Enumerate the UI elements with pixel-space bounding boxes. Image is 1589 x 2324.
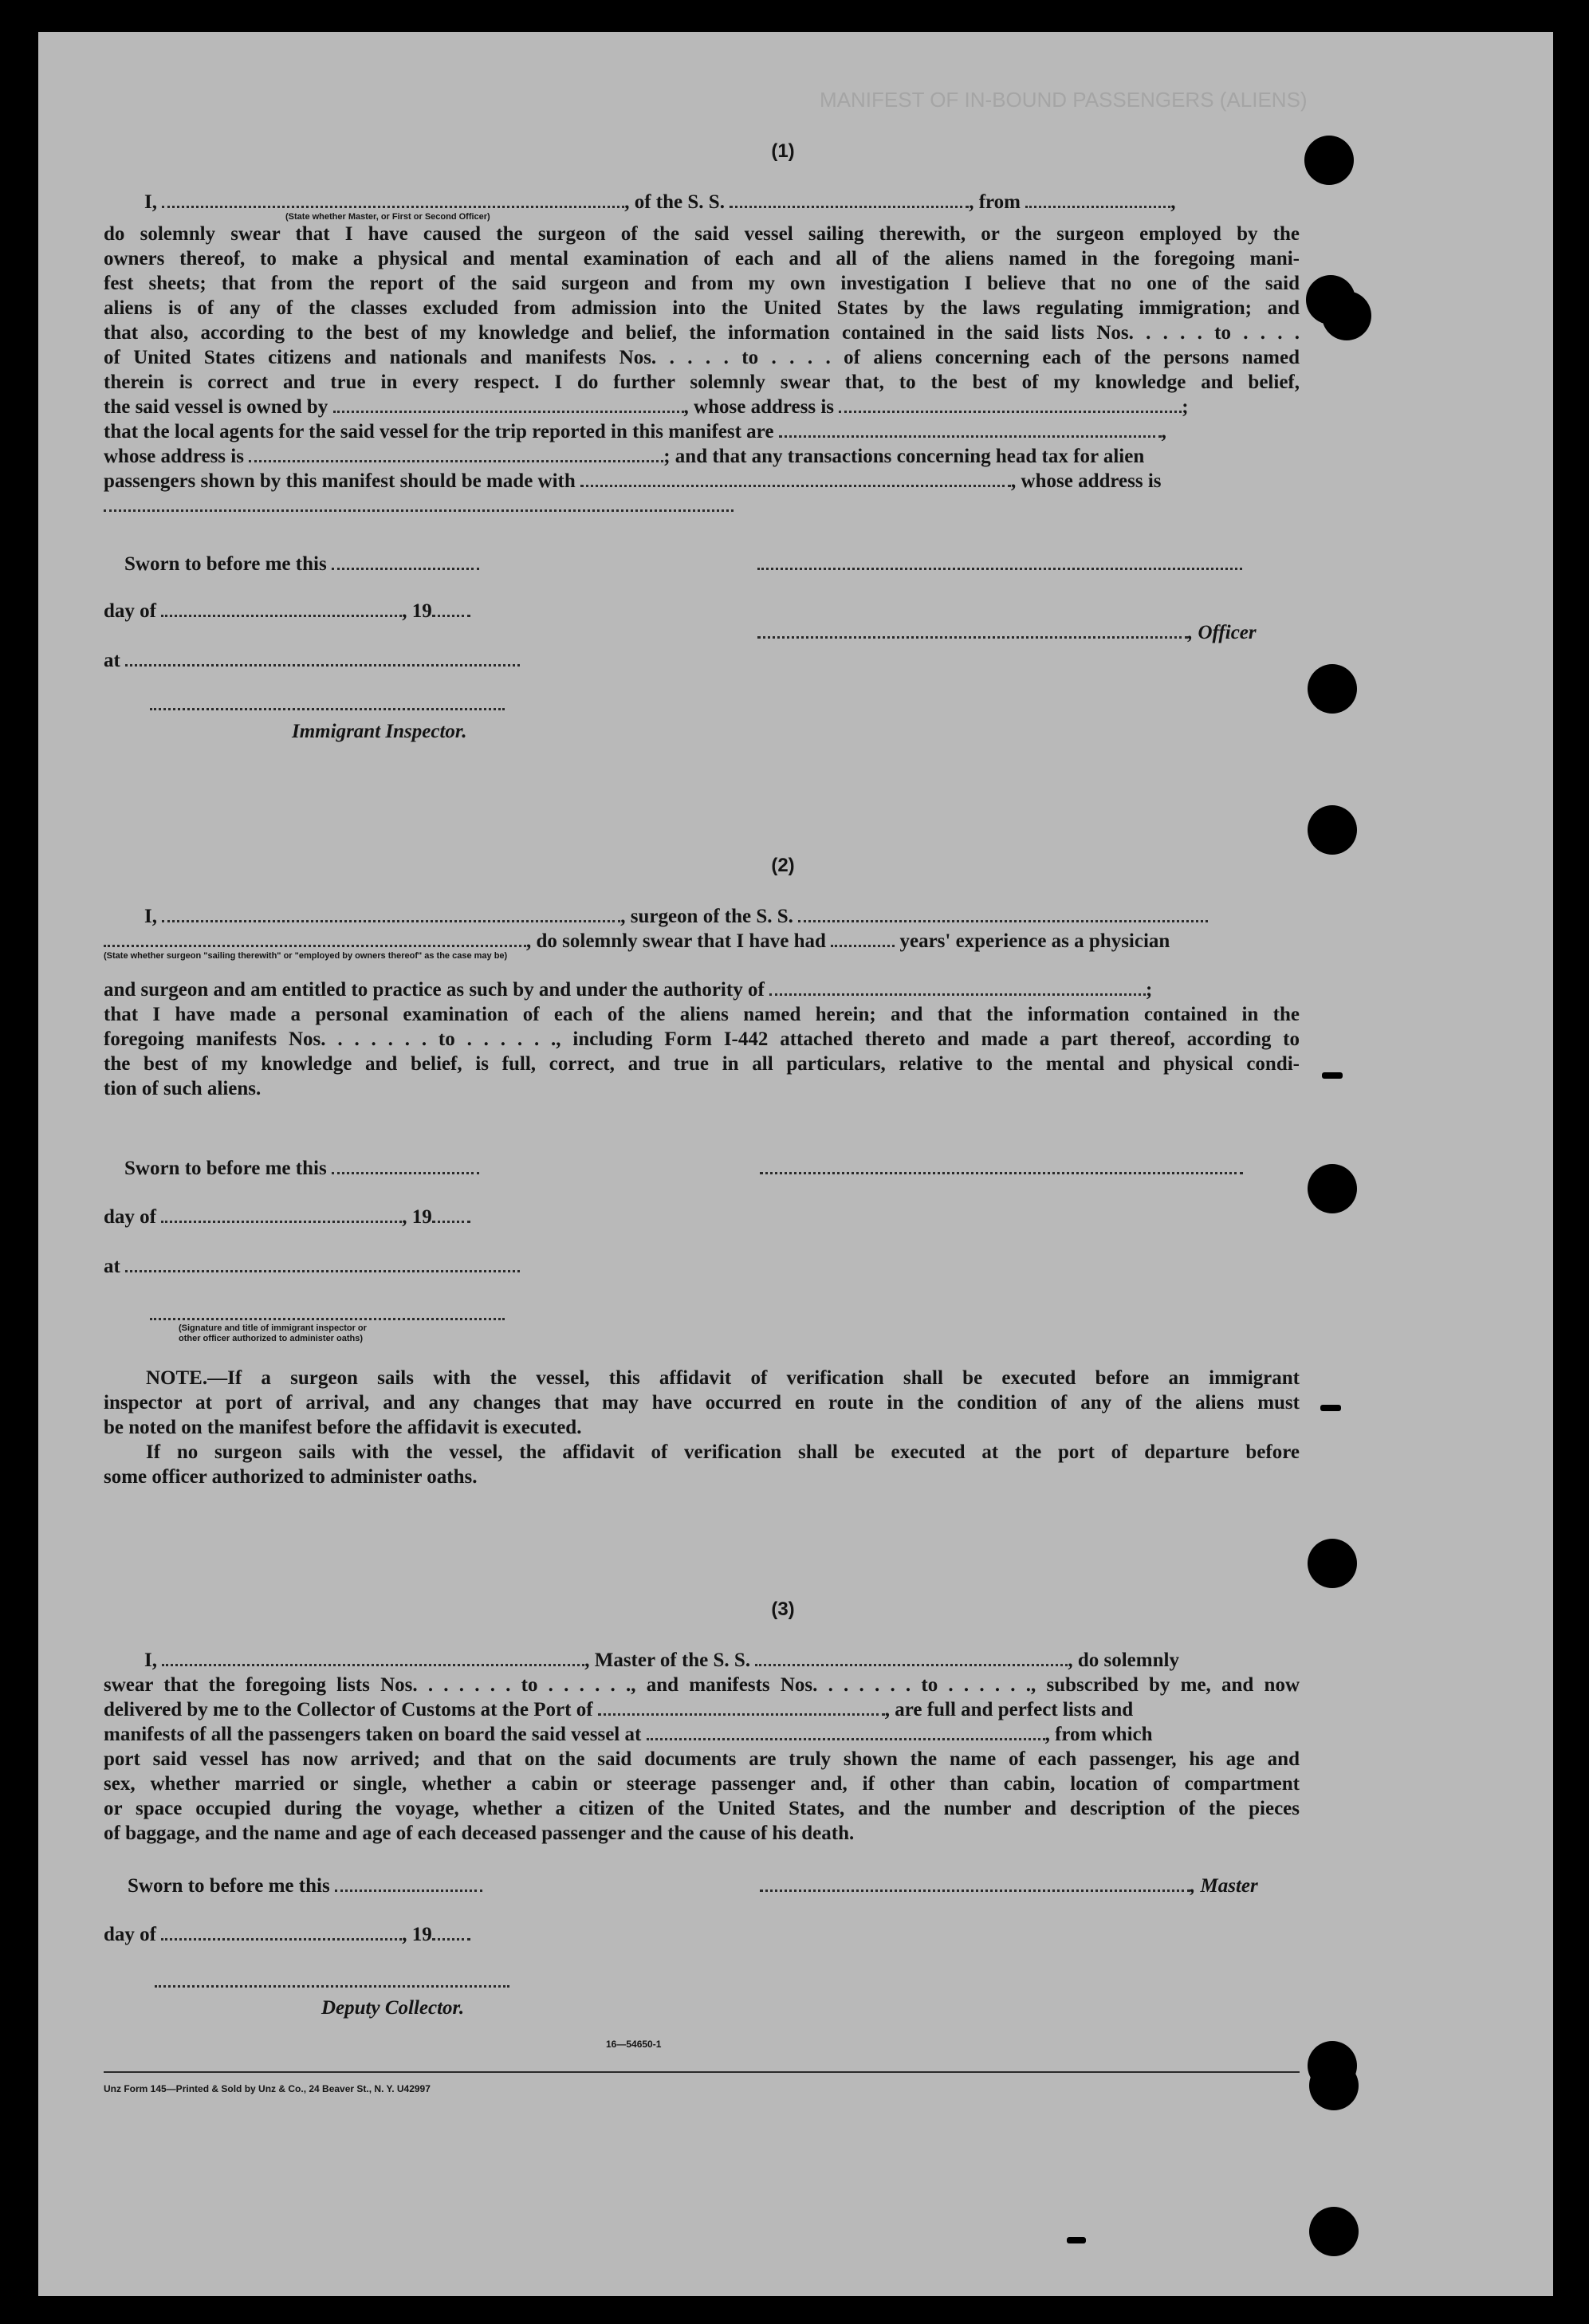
s2-day-of: [104, 1205, 470, 1229]
s1-inspector-label: Immigrant Inspector.: [292, 721, 467, 742]
s3-boarded-label: manifests of all the passengers taken on board the said vessel at: [104, 1724, 642, 1745]
s2-line-last: tion of such aliens.: [104, 1078, 262, 1099]
section-3-number: (3): [771, 1598, 795, 1620]
s1-passengers-label: passengers shown by this manifest should be made with: [104, 470, 576, 492]
s2-ship-blank[interactable]: [798, 906, 1208, 922]
s3-day-blank[interactable]: [161, 1924, 402, 1941]
s2-line: that I have made a personal examination of each of the aliens named herein; and that the information contained in the: [104, 1004, 1300, 1025]
s1-passengers: [104, 469, 1162, 494]
s2-line2: [104, 929, 1170, 954]
s1-head-tax-agent-blank[interactable]: [580, 470, 1011, 487]
footer-rule: [104, 2071, 1300, 2073]
section-1-number: (1): [771, 140, 795, 162]
bleed-through-text: MANIFEST OF IN-BOUND PASSENGERS (ALIENS): [820, 88, 1308, 112]
s3-solemnly-label: , do solemnly: [1068, 1650, 1179, 1671]
s2-sworn-label: Sworn to before me this: [124, 1158, 327, 1179]
s1-ship-blank[interactable]: [730, 191, 969, 208]
s3-master-signature-blank[interactable]: [760, 1875, 1190, 1892]
s1-owned-by-label: the said vessel is owned by: [104, 396, 328, 418]
binder-hole: [1308, 664, 1357, 714]
s1-from: , from: [969, 191, 1021, 213]
s2-at-label: at: [104, 1256, 120, 1277]
s2-year-blank[interactable]: [432, 1206, 470, 1223]
s3-line2: swear that the foregoing lists Nos. . . . . . . to . . . . . ., and manifests Nos. . . . . . . to . . . . . ., subscribed by me, and now: [104, 1674, 1300, 1696]
s3-sworn-blank[interactable]: [335, 1875, 482, 1892]
s2-year-label: , 19: [402, 1206, 432, 1228]
s1-address-continuation: [104, 494, 734, 518]
s1-inspector-line: [150, 692, 505, 717]
s1-line: fest sheets; that from the report of the said surgeon and from my own investigation I believe that no one of the said: [104, 273, 1300, 294]
s3-line: sex, whether married or single, whether a cabin or steerage passenger and, if other than cabin, location of compartment: [104, 1773, 1300, 1795]
s3-port-label: delivered by me to the Collector of Customs at the Port of: [104, 1699, 593, 1720]
s1-line: do solemnly swear that I have caused the surgeon of the said vessel sailing therewith, or the surgeon employed by the: [104, 223, 1300, 245]
s1-local-agents-blank[interactable]: [779, 421, 1162, 438]
s3-master-signature-line: [760, 1874, 1258, 1898]
s1-at: [104, 648, 520, 673]
s1-signature-blank[interactable]: [757, 553, 1242, 570]
s3-deputy-line: [155, 1969, 509, 1994]
binder-hole: [1309, 2207, 1359, 2256]
s2-line: foregoing manifests Nos. . . . . . . to . . . . . ., including Form I-442 attached thereto and made a part thereof, according to: [104, 1028, 1300, 1050]
s2-caption-signature-1: (Signature and title of immigrant inspector or: [179, 1323, 367, 1333]
s2-years-blank[interactable]: [831, 930, 895, 947]
s1-sworn-blank[interactable]: [332, 553, 479, 570]
s1-line: of United States citizens and nationals and manifests Nos. . . . . to . . . . of aliens concerning each of the persons named: [104, 347, 1300, 368]
s1-master-blank[interactable]: [162, 191, 624, 208]
form-code: 16—54650-1: [606, 2039, 662, 2050]
s3-deputy-blank[interactable]: [155, 1971, 509, 1988]
s2-authority-label: and surgeon and am entitled to practice as such by and under the authority of: [104, 979, 765, 1001]
s3-line-last: of baggage, and the name and age of each deceased passenger and the cause of his death.: [104, 1823, 855, 1844]
s2-note2-last: some officer authorized to administer oaths.: [104, 1466, 478, 1488]
s1-agent-address-blank[interactable]: [249, 446, 663, 462]
s3-deputy-label: Deputy Collector.: [321, 1997, 465, 2019]
s2-i: I,: [144, 906, 157, 927]
s1-from-blank[interactable]: [1025, 191, 1170, 208]
s1-ss: , of the S. S.: [624, 191, 725, 213]
s1-line: that also, according to the best of my knowledge and belief, the information contained in the said lists Nos. . . . . to . . . .: [104, 322, 1300, 344]
s2-note-last: be noted on the manifest before the affidavit is executed.: [104, 1417, 582, 1438]
s1-whose-address-label: whose address is: [104, 446, 244, 467]
s3-ship-blank[interactable]: [755, 1650, 1068, 1666]
s1-day-blank[interactable]: [161, 600, 402, 617]
s3-master-signature-label: , Master: [1190, 1875, 1258, 1897]
s2-note-line: inspector at port of arrival, and any changes that may have occurred en route in the condition of any of the aliens must: [104, 1392, 1300, 1414]
s2-at-blank[interactable]: [125, 1256, 520, 1272]
s1-day-of-label: day of: [104, 600, 156, 622]
binder-hole: [1322, 291, 1371, 340]
s3-master-blank[interactable]: [162, 1650, 584, 1666]
s1-whose-address: [104, 444, 1144, 469]
s1-i: I,: [144, 191, 157, 213]
s1-year-blank[interactable]: [432, 600, 470, 617]
s1-line: owners thereof, to make a physical and mental examination of each and all of the aliens named in the foregoing mani-: [104, 248, 1300, 269]
s1-line: aliens is of any of the classes excluded from admission into the United States by the laws regulating immigration; and: [104, 297, 1300, 319]
s2-note-line: NOTE.—If a surgeon sails with the vessel, this affidavit of verification shall be executed before an immigrant: [146, 1367, 1300, 1389]
s3-day-of: [104, 1922, 470, 1947]
s3-port-blank[interactable]: [598, 1699, 885, 1716]
s2-sailing-blank[interactable]: [104, 930, 526, 947]
s1-line: therein is correct and true in every respect. I do further solemnly swear that, to the best of my knowledge and belief,: [104, 372, 1300, 393]
s3-sworn-label: Sworn to before me this: [128, 1875, 330, 1897]
s3-line3: [104, 1697, 1133, 1722]
s1-day-of: [104, 599, 470, 623]
s1-at-label: at: [104, 650, 120, 671]
binder-hole: [1308, 805, 1357, 855]
s3-from-which-label: , from which: [1044, 1724, 1153, 1745]
s3-line: or space occupied during the voyage, whether a citizen of the United States, and the number and description of the pieces: [104, 1798, 1300, 1819]
s2-years-label: years' experience as a physician: [899, 930, 1170, 952]
s2-note2-line: If no surgeon sails with the vessel, the affidavit of verification shall be executed at the port of departure before: [146, 1441, 1300, 1463]
s2-swear-label: , do solemnly swear that I have had: [526, 930, 826, 952]
s2-caption-surgeon: (State whether surgeon "sailing therewith" or "employed by owners thereof" as the case may be): [104, 951, 508, 961]
s2-line3: and surgeon and am entitled to practice as such by and under the authority of ;: [104, 979, 1153, 1001]
s3-year-label: , 19: [402, 1924, 432, 1945]
s1-local-agents-label: that the local agents for the said vessel for the trip reported in this manifest are: [104, 421, 774, 442]
s1-signature-line: [757, 552, 1242, 576]
s1-officer-blank[interactable]: [757, 622, 1188, 639]
s3-boarded-blank[interactable]: [647, 1724, 1045, 1740]
s1-officer-label: , Officer: [1188, 622, 1257, 643]
s2-day-blank[interactable]: [161, 1206, 402, 1223]
s2-line: the best of my knowledge and belief, is full, correct, and true in all particulars, relative to the mental and physical condi-: [104, 1053, 1300, 1075]
s3-line: port said vessel has now arrived; and that on the said documents are truly shown the name of each passenger, his age and: [104, 1748, 1300, 1770]
s1-sworn: [124, 552, 479, 576]
s3-year-blank[interactable]: [432, 1924, 470, 1941]
printer-footer: Unz Form 145—Printed & Sold by Unz & Co., 24 Beaver St., N. Y. U42997: [104, 2083, 431, 2094]
s1-passengers-address-blank[interactable]: [104, 495, 734, 512]
s3-master-label: , Master of the S. S.: [584, 1650, 751, 1671]
s3-lists-label: , are full and perfect lists and: [884, 1699, 1134, 1720]
s1-caption-master: (State whether Master, or First or Second Officer): [285, 212, 490, 222]
s3-sworn: [128, 1874, 482, 1898]
s1-owner-address-blank[interactable]: [839, 396, 1182, 413]
s2-authority-blank[interactable]: [769, 979, 1146, 996]
s2-caption-signature-2: other officer authorized to administer oaths): [179, 1334, 364, 1343]
s1-at-blank[interactable]: [125, 650, 520, 667]
s2-day-of-label: day of: [104, 1206, 156, 1228]
s1-officer-line: [757, 620, 1257, 645]
s2-sworn-blank[interactable]: [332, 1158, 479, 1174]
s3-line1: [144, 1648, 1179, 1673]
s1-line-intro: I, , of the S. S. , from ,: [144, 191, 1176, 213]
s1-owner-blank[interactable]: [333, 396, 684, 413]
punch-mark: [1067, 2237, 1086, 2243]
s1-inspector-blank[interactable]: [150, 694, 505, 710]
section-2-number: (2): [771, 855, 795, 876]
s1-year-label: , 19: [402, 600, 432, 622]
s1-head-tax-label: ; and that any transactions concerning head tax for alien: [663, 446, 1145, 467]
s2-line1: [144, 904, 1208, 929]
s2-sworn: [124, 1156, 479, 1181]
s1-owner-address-label: , whose address is: [683, 396, 835, 418]
s2-signature-line: [760, 1156, 1243, 1181]
form-page: [38, 32, 1553, 2296]
punch-mark: [1322, 1072, 1343, 1079]
s1-passengers-address-label: , whose address is: [1011, 470, 1162, 492]
s3-i: I,: [144, 1650, 157, 1671]
s2-surgeon-label: , surgeon of the S. S.: [620, 906, 793, 927]
binder-hole: [1308, 1164, 1357, 1213]
s2-inspector-blank[interactable]: [150, 1304, 505, 1320]
punch-mark: [1320, 1405, 1341, 1411]
s2-at: [104, 1254, 520, 1279]
s1-sworn-label: Sworn to before me this: [124, 553, 327, 575]
s3-day-of-label: day of: [104, 1924, 156, 1945]
binder-hole: [1309, 2061, 1359, 2110]
s1-owned-by: the said vessel is owned by , whose address is ;: [104, 396, 1189, 418]
s2-surgeon-blank[interactable]: [162, 906, 620, 922]
s2-signature-blank[interactable]: [760, 1158, 1243, 1174]
binder-hole: [1308, 1539, 1357, 1588]
s1-local-agents: that the local agents for the said vessel for the trip reported in this manifest are ,: [104, 421, 1166, 442]
s3-line4: [104, 1722, 1153, 1747]
